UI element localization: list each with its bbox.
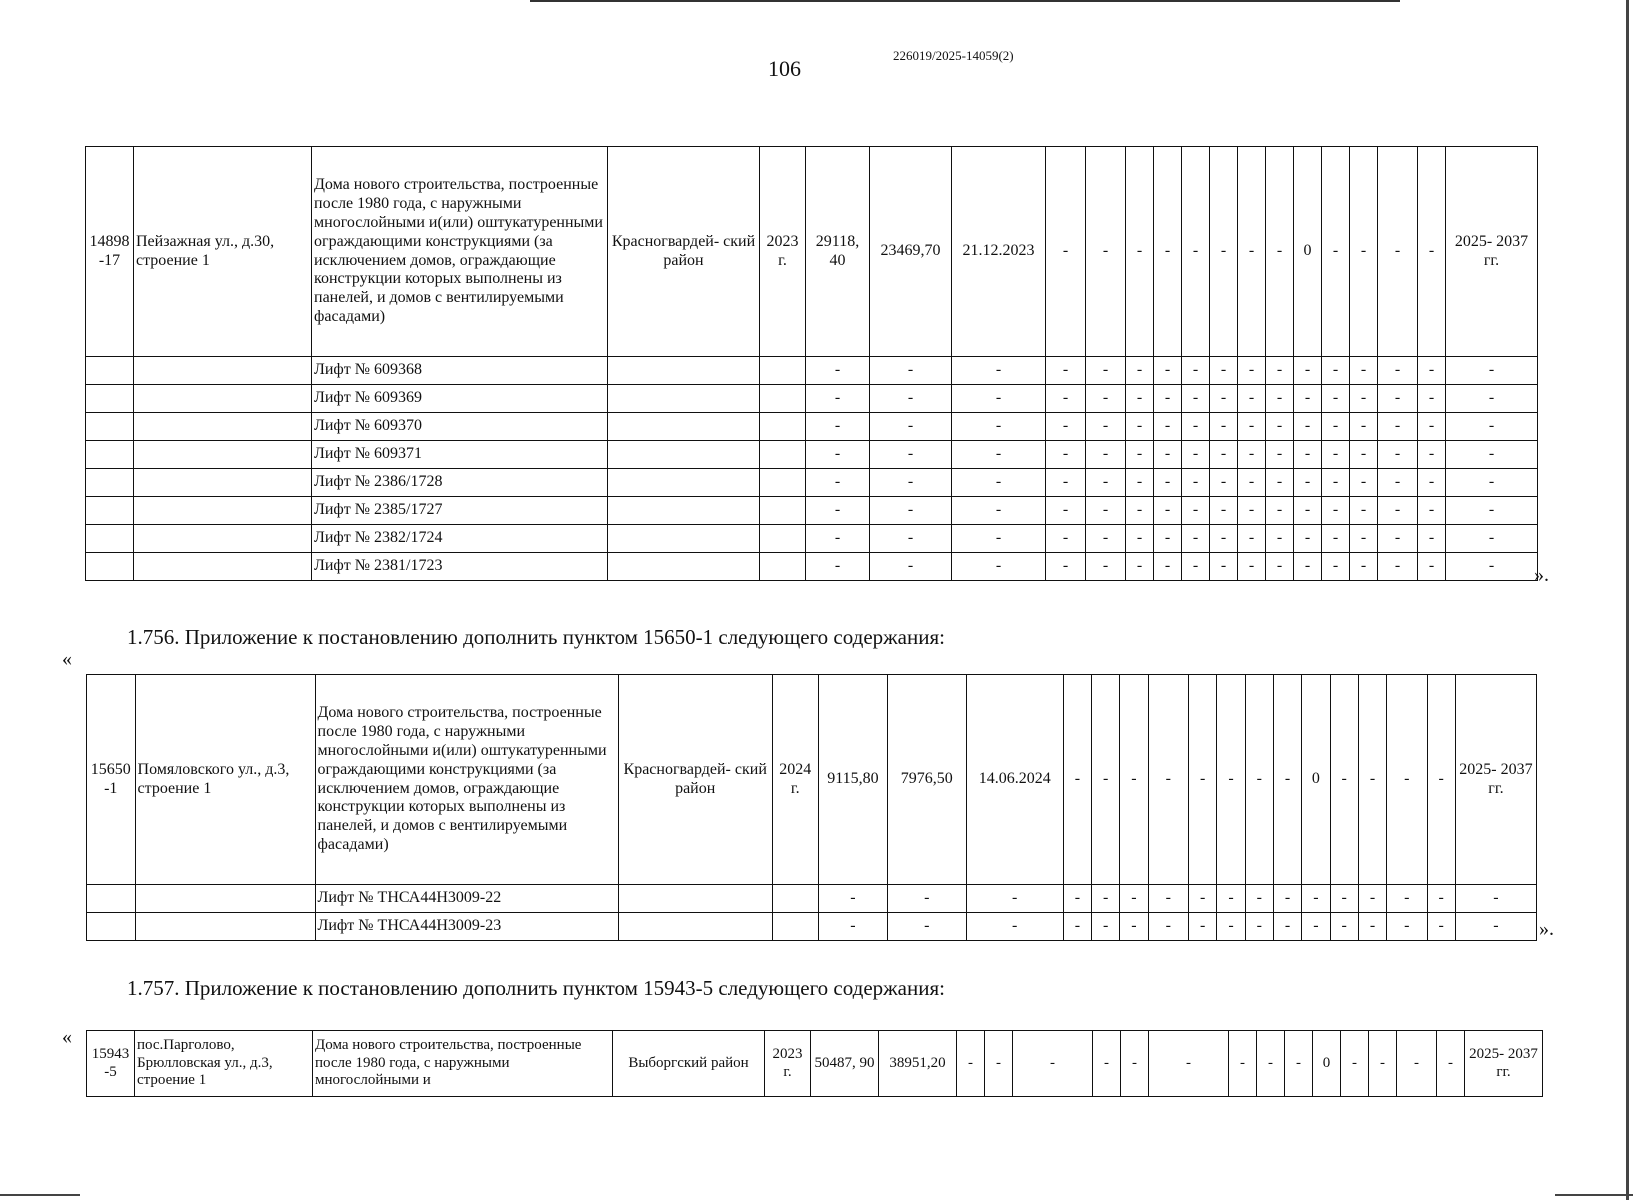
table2-opening-quote: « xyxy=(62,648,72,670)
date: 14.06.2024 xyxy=(966,675,1063,885)
value-cell: - xyxy=(1126,147,1154,357)
address: Пейзажная ул., д.30, строение 1 xyxy=(134,147,312,357)
value-cell: - xyxy=(1257,1031,1285,1097)
table-row xyxy=(87,675,1537,885)
period: 2025- 2037 гг. xyxy=(1465,1031,1543,1097)
page-number: 106 xyxy=(768,56,801,81)
value-cell: - xyxy=(1092,675,1120,885)
table-item-15943-5 xyxy=(86,1030,1543,1097)
table-item-15650-1 xyxy=(86,674,1537,941)
value-cell: - xyxy=(1350,147,1378,357)
lift-label: Лифт № 609370 xyxy=(312,413,608,441)
lift-label: Лифт № 609368 xyxy=(312,357,608,385)
value-cell: 0 xyxy=(1313,1031,1341,1097)
value-cell: - xyxy=(1397,1031,1437,1097)
lift-label: Лифт № ТНСА44Н3009-22 xyxy=(315,885,618,913)
lift-label: Лифт № 2386/1728 xyxy=(312,469,608,497)
date: 21.12.2023 xyxy=(952,147,1046,357)
value-cell: - xyxy=(1285,1031,1313,1097)
building-type: Дома нового строительства, построенные после 1980 года, с наружными многослойными и(или) оштукатуренными ограждающими конструкциями (за исключением домов, ограждающие конструкции которых выполнены из панелей, и домов с вентилируемыми фасадами) xyxy=(315,675,618,885)
table-row: Лифт № 609368 - - - - - - - - - - - - - - - - - xyxy=(86,357,1538,385)
value-cell: - xyxy=(1063,675,1091,885)
scan-edge xyxy=(1626,0,1629,1200)
value-cell: - xyxy=(1322,147,1350,357)
table-row: Лифт № 2386/1728 - - - - - - - - - - - - - - - - - xyxy=(86,469,1538,497)
lift-label: Лифт № 609371 xyxy=(312,441,608,469)
living-area: 7976,50 xyxy=(887,675,966,885)
table2-closing-quote: ». xyxy=(1539,918,1554,940)
lift-label: Лифт № ТНСА44Н3009-23 xyxy=(315,913,618,941)
district: Красногвардей- ский район xyxy=(618,675,772,885)
table-row: Лифт № 609369 - - - - - - - - - - - - - - - - - xyxy=(86,385,1538,413)
table-row: Лифт № ТНСА44Н3009-22 - - - - - - - - - - - - - - - - - xyxy=(87,885,1537,913)
value-cell: - xyxy=(1437,1031,1465,1097)
table-row: Лифт № ТНСА44Н3009-23 - - - - - - - - - - - - - - - - - xyxy=(87,913,1537,941)
period: 2025- 2037 гг. xyxy=(1446,147,1538,357)
lift-label: Лифт № 609369 xyxy=(312,385,608,413)
address: пос.Парголово, Брюлловская ул., д.3, строение 1 xyxy=(135,1031,313,1097)
bottom-rule-right xyxy=(1555,1194,1633,1196)
value-cell: - xyxy=(985,1031,1013,1097)
build-year: 2023 г. xyxy=(760,147,806,357)
table-item-14898-17 xyxy=(85,146,1538,581)
address: Помяловского ул., д.3, строение 1 xyxy=(135,675,315,885)
item-number: 15650 -1 xyxy=(87,675,136,885)
value-cell: - xyxy=(1229,1031,1257,1097)
district: Выборгский район xyxy=(613,1031,765,1097)
value-cell: - xyxy=(1387,675,1427,885)
value-cell: - xyxy=(1238,147,1266,357)
total-area: 50487, 90 xyxy=(811,1031,879,1097)
total-area: 9115,80 xyxy=(819,675,888,885)
build-year: 2024 г. xyxy=(772,675,819,885)
district: Красногвардей- ский район xyxy=(608,147,760,357)
value-cell: - xyxy=(1148,675,1188,885)
top-rule xyxy=(530,0,1400,2)
value-cell: - xyxy=(1189,675,1217,885)
value-cell: - xyxy=(1120,675,1148,885)
value-cell: 0 xyxy=(1294,147,1322,357)
value-cell: - xyxy=(1217,675,1245,885)
table1-closing-quote: ». xyxy=(1534,564,1549,586)
building-type: Дома нового строительства, построенные после 1980 года, с наружными многослойными и(или) оштукатуренными ограждающими конструкциями (за исключением домов, ограждающие конструкции которых выполнены из панелей, и домов с вентилируемыми фасадами) xyxy=(312,147,608,357)
table-row xyxy=(86,147,1538,357)
table-row: Лифт № 609370 - - - - - - - - - - - - - - - - - xyxy=(86,413,1538,441)
value-cell: - xyxy=(1210,147,1238,357)
table-row: Лифт № 2381/1723 - - - - - - - - - - - - - - - - - xyxy=(86,553,1538,581)
value-cell: - xyxy=(1154,147,1182,357)
value-cell: - xyxy=(1266,147,1294,357)
living-area: 38951,20 xyxy=(879,1031,957,1097)
value-cell: - xyxy=(1341,1031,1369,1097)
table-row: Лифт № 2385/1727 - - - - - - - - - - - - - - - - - xyxy=(86,497,1538,525)
value-cell: - xyxy=(1273,675,1301,885)
value-cell: - xyxy=(1093,1031,1121,1097)
value-cell: - xyxy=(1330,675,1358,885)
lift-label: Лифт № 2382/1724 xyxy=(312,525,608,553)
value-cell: - xyxy=(1418,147,1446,357)
table-row xyxy=(87,1031,1543,1097)
document-number: 226019/2025-14059(2) xyxy=(893,48,1014,63)
value-cell: - xyxy=(957,1031,985,1097)
value-cell: - xyxy=(1182,147,1210,357)
paragraph-1756: 1.756. Приложение к постановлению дополнить пунктом 15650-1 следующего содержания: xyxy=(127,625,945,649)
paragraph-1757: 1.757. Приложение к постановлению дополнить пунктом 15943-5 следующего содержания: xyxy=(127,976,945,1000)
value-cell: - xyxy=(1013,1031,1093,1097)
value-cell: - xyxy=(1245,675,1273,885)
build-year: 2023 г. xyxy=(765,1031,811,1097)
value-cell: - xyxy=(1358,675,1386,885)
value-cell: - xyxy=(1427,675,1455,885)
period: 2025- 2037 гг. xyxy=(1455,675,1536,885)
table-row: Лифт № 2382/1724 - - - - - - - - - - - - - - - - - xyxy=(86,525,1538,553)
building-type: Дома нового строительства, построенные после 1980 года, с наружными многослойными и xyxy=(313,1031,613,1097)
value-cell: - xyxy=(1046,147,1086,357)
table-row: Лифт № 609371 - - - - - - - - - - - - - - - - - xyxy=(86,441,1538,469)
living-area: 23469,70 xyxy=(870,147,952,357)
table3-opening-quote: « xyxy=(62,1026,72,1048)
value-cell: - xyxy=(1149,1031,1229,1097)
value-cell: - xyxy=(1121,1031,1149,1097)
item-number: 15943 -5 xyxy=(87,1031,135,1097)
value-cell: 0 xyxy=(1302,675,1330,885)
value-cell: - xyxy=(1378,147,1418,357)
lift-label: Лифт № 2381/1723 xyxy=(312,553,608,581)
value-cell: - xyxy=(1086,147,1126,357)
value-cell: - xyxy=(1369,1031,1397,1097)
lift-label: Лифт № 2385/1727 xyxy=(312,497,608,525)
total-area: 29118, 40 xyxy=(806,147,870,357)
bottom-rule-left xyxy=(0,1194,80,1196)
item-number: 14898 -17 xyxy=(86,147,134,357)
